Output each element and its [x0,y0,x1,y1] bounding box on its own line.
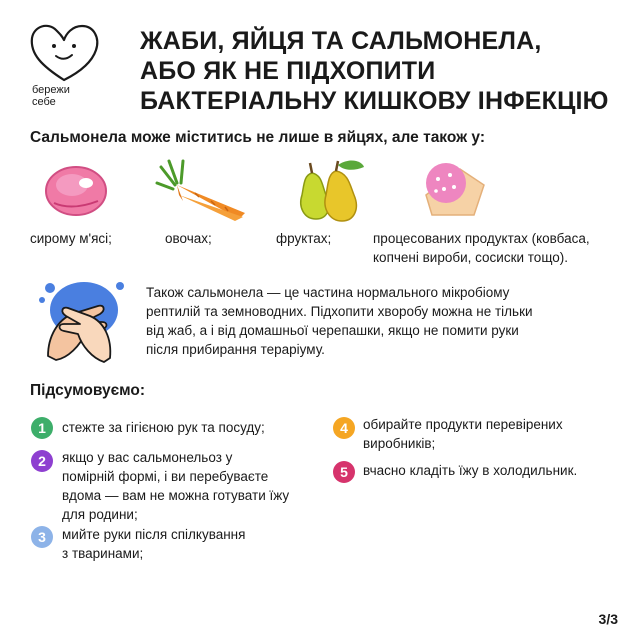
tip-4-line-1: обирайте продукти перевірених [363,417,563,432]
pears-icon [290,155,370,225]
tip-badge-4: 4 [333,417,355,439]
info-line-1: Також сальмонела — це частина нормального мікробіому [146,285,510,300]
food-label-processed-line-1: процесованих продуктах (ковбаса, [373,231,590,246]
info-line-2: рептилій та земноводних. Підхопити хворобу можна не тільки [146,304,533,319]
title-line-3: БАКТЕРІАЛЬНУ КИШКОВУ ІНФЕКЦІЮ [140,87,609,115]
raw-meat-icon [42,155,112,225]
tip-2-line-3: вдома — вам не можна готувати їжу [62,488,290,503]
tip-2-line-2: помірній формі, і ви перебуваєте [62,469,269,484]
hand-washing-icon [28,266,128,366]
tip-2-line-4: для родини; [62,507,138,522]
intro-heading: Сальмонела може міститись не лише в яйцях, але також у: [30,129,486,146]
carrots-icon [155,155,250,225]
summary-heading: Підсумовуємо: [30,382,146,399]
page-title [140,26,620,116]
tip-1 [62,418,312,437]
food-label-meat: сирому м'ясі; [30,231,112,246]
tip-4 [363,415,623,453]
logo-line-2: себе [32,96,56,108]
info-line-4: після прибирання тераріуму. [146,342,325,357]
logo-line-1: бережи [32,84,70,96]
food-label-processed [373,229,633,267]
food-label-vegetables: овочах; [165,231,212,246]
food-label-processed-line-2: копчені вироби, сосиски тощо). [373,250,569,265]
logo-text [24,84,112,108]
tip-3-line-1: мийте руки після спілкування [62,527,246,542]
page-number: 3/3 [598,611,618,627]
title-line-2: АБО ЯК НЕ ПІДХОПИТИ [140,57,436,85]
food-label-fruits: фруктах; [276,231,332,246]
tip-1-line-1: стежте за гігієною рук та посуду; [62,420,265,435]
sausage-sandwich-icon [412,155,492,225]
tip-5 [363,461,633,480]
heart-logo-icon [24,18,104,88]
tip-2-line-1: якщо у вас сальмонельоз у [62,450,233,465]
tip-badge-3: 3 [31,526,53,548]
tip-badge-5: 5 [333,461,355,483]
info-paragraph [146,283,606,359]
title-line-1: ЖАБИ, ЯЙЦЯ ТА САЛЬМОНЕЛА, [140,27,542,55]
tip-badge-1: 1 [31,417,53,439]
tip-3-line-2: з тваринами; [62,546,144,561]
tip-2 [62,448,332,524]
tip-5-line-1: вчасно кладіть їжу в холодильник. [363,463,578,478]
tip-badge-2: 2 [31,450,53,472]
info-line-3: від жаб, а і від домашньої черепашки, якщо не помити руки [146,323,519,338]
tip-4-line-2: виробників; [363,436,436,451]
tip-3 [62,525,312,563]
